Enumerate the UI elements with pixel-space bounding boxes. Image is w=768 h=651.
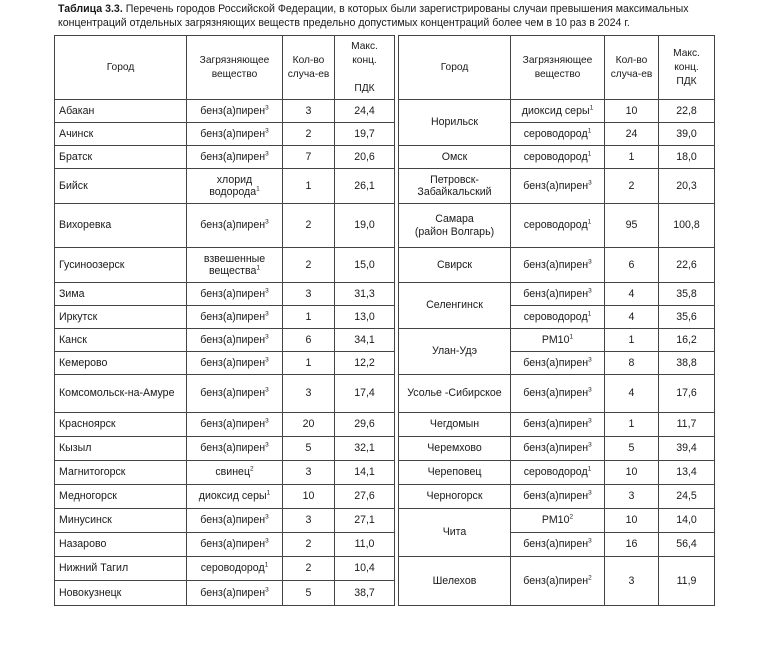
max-cell: 20,6 <box>335 146 395 169</box>
max-cell: 13,0 <box>335 306 395 329</box>
pollutant-cell: бенз(а)пирен$^3$ <box>187 413 283 437</box>
table-row <box>55 461 395 485</box>
count-cell: 1 <box>605 329 659 352</box>
count-cell: 2 <box>605 169 659 204</box>
max-cell: 38,7 <box>335 581 395 606</box>
city-cell: Красноярск <box>55 413 187 437</box>
count-cell: 3 <box>283 283 335 306</box>
table-row <box>399 413 715 437</box>
city-cell: Братск <box>55 146 187 169</box>
count-cell: 6 <box>605 248 659 283</box>
pollutant-cell: бенз(а)пирен$^3$ <box>187 146 283 169</box>
city-cell: Улан-Удэ <box>399 329 511 375</box>
count-cell: 8 <box>605 352 659 375</box>
max-cell: 14,1 <box>335 461 395 485</box>
pollutant-cell: сероводород$^1$ <box>511 204 605 248</box>
header-pollutant: Загрязняющее вещество <box>511 36 605 100</box>
count-cell: 1 <box>283 306 335 329</box>
max-cell: 56,4 <box>659 533 715 557</box>
city-cell: Самара (район Волгарь) <box>399 204 511 248</box>
pollutant-cell: сероводород$^1$ <box>187 557 283 581</box>
max-cell: 39,4 <box>659 437 715 461</box>
max-cell: 19,7 <box>335 123 395 146</box>
city-cell: Свирск <box>399 248 511 283</box>
header-max-line3: ПДК <box>676 75 697 87</box>
max-cell: 17,6 <box>659 375 715 413</box>
max-cell: 38,8 <box>659 352 715 375</box>
table-row <box>55 329 395 352</box>
max-cell: 11,9 <box>659 557 715 606</box>
count-cell: 6 <box>283 329 335 352</box>
count-cell: 3 <box>283 100 335 123</box>
pollutant-cell: сероводород$^1$ <box>511 146 605 169</box>
max-cell: 24,5 <box>659 485 715 509</box>
city-cell: Комсомольск-на-Амуре <box>55 375 187 413</box>
table-row <box>55 123 395 146</box>
header-city: Город <box>55 36 187 100</box>
city-cell: Канск <box>55 329 187 352</box>
city-cell: Кызыл <box>55 437 187 461</box>
count-cell: 3 <box>283 509 335 533</box>
count-cell: 10 <box>283 485 335 509</box>
header-max-line2: ПДК <box>354 82 375 94</box>
right-table <box>398 35 715 606</box>
pollutant-cell: бенз(а)пирен$^3$ <box>187 375 283 413</box>
count-cell: 4 <box>605 283 659 306</box>
city-cell: Чита <box>399 509 511 557</box>
city-cell: Бийск <box>55 169 187 204</box>
count-cell: 2 <box>283 204 335 248</box>
count-cell: 4 <box>605 375 659 413</box>
table-row <box>55 485 395 509</box>
table-row <box>55 352 395 375</box>
count-cell: 16 <box>605 533 659 557</box>
pollutant-cell: бенз(а)пирен$^3$ <box>511 169 605 204</box>
city-cell: Магнитогорск <box>55 461 187 485</box>
max-cell: 27,6 <box>335 485 395 509</box>
left-header-row <box>55 36 395 100</box>
city-cell: Черногорск <box>399 485 511 509</box>
max-cell: 14,0 <box>659 509 715 533</box>
count-cell: 3 <box>283 461 335 485</box>
pollutant-cell: сероводород$^1$ <box>511 306 605 329</box>
table-row <box>399 100 715 123</box>
table-row <box>399 248 715 283</box>
pollutant-cell: диоксид серы$^1$ <box>187 485 283 509</box>
max-cell: 31,3 <box>335 283 395 306</box>
max-cell: 20,3 <box>659 169 715 204</box>
header-count: Кол-во случа-ев <box>605 36 659 100</box>
pollutant-cell: бенз(а)пирен$^3$ <box>511 352 605 375</box>
table-row <box>55 413 395 437</box>
city-cell: Череповец <box>399 461 511 485</box>
pollutant-cell: бенз(а)пирен$^3$ <box>511 413 605 437</box>
pollutant-cell: $РМ10^1$ <box>511 329 605 352</box>
table-row <box>399 437 715 461</box>
max-cell: 24,4 <box>335 100 395 123</box>
max-cell: 11,7 <box>659 413 715 437</box>
count-cell: 3 <box>283 375 335 413</box>
pollutant-cell: бенз(а)пирен$^3$ <box>187 306 283 329</box>
count-cell: 95 <box>605 204 659 248</box>
count-cell: 2 <box>283 533 335 557</box>
pollutant-cell: бенз(а)пирен$^3$ <box>187 204 283 248</box>
pollutant-cell: сероводород$^1$ <box>511 461 605 485</box>
pollutant-cell: бенз(а)пирен$^3$ <box>511 437 605 461</box>
count-cell: 5 <box>283 437 335 461</box>
max-cell: 35,8 <box>659 283 715 306</box>
count-cell: 20 <box>283 413 335 437</box>
pollutant-cell: бенз(а)пирен$^3$ <box>187 509 283 533</box>
count-cell: 3 <box>605 557 659 606</box>
city-cell: Селенгинск <box>399 283 511 329</box>
pollutant-cell: диоксид серы$^1$ <box>511 100 605 123</box>
table-row <box>55 375 395 413</box>
pollutant-cell: хлорид водорода$^1$ <box>187 169 283 204</box>
table-row <box>399 169 715 204</box>
pollutant-cell: бенз(а)пирен$^3$ <box>187 581 283 606</box>
pollutant-cell: бенз(а)пирен$^2$ <box>511 557 605 606</box>
count-cell: 4 <box>605 306 659 329</box>
table-row <box>55 204 395 248</box>
count-cell: 24 <box>605 123 659 146</box>
max-cell: 34,1 <box>335 329 395 352</box>
max-cell: 29,6 <box>335 413 395 437</box>
max-cell: 19,0 <box>335 204 395 248</box>
table-row <box>399 146 715 169</box>
pollutant-cell: бенз(а)пирен$^3$ <box>511 283 605 306</box>
count-cell: 10 <box>605 461 659 485</box>
table-row <box>55 248 395 283</box>
city-cell: Шелехов <box>399 557 511 606</box>
max-cell: 13,4 <box>659 461 715 485</box>
table-row <box>399 204 715 248</box>
city-cell: Нижний Тагил <box>55 557 187 581</box>
city-cell: Медногорск <box>55 485 187 509</box>
table-row <box>55 533 395 557</box>
pollutant-cell: бенз(а)пирен$^3$ <box>187 123 283 146</box>
pollutant-cell: бенз(а)пирен$^3$ <box>187 352 283 375</box>
count-cell: 2 <box>283 123 335 146</box>
table-row <box>55 581 395 606</box>
city-cell: Абакан <box>55 100 187 123</box>
max-cell: 12,2 <box>335 352 395 375</box>
city-cell: Чегдомын <box>399 413 511 437</box>
max-cell: 35,6 <box>659 306 715 329</box>
city-cell: Зима <box>55 283 187 306</box>
count-cell: 1 <box>283 352 335 375</box>
city-cell: Норильск <box>399 100 511 146</box>
header-max <box>335 36 395 100</box>
max-cell: 10,4 <box>335 557 395 581</box>
table-row <box>55 557 395 581</box>
table-row <box>399 485 715 509</box>
pollutant-cell: $РМ10^2$ <box>511 509 605 533</box>
max-cell: 26,1 <box>335 169 395 204</box>
count-cell: 10 <box>605 509 659 533</box>
max-cell: 27,1 <box>335 509 395 533</box>
table-row <box>55 146 395 169</box>
table-row <box>55 509 395 533</box>
max-cell: 11,0 <box>335 533 395 557</box>
city-cell: Иркутск <box>55 306 187 329</box>
count-cell: 5 <box>605 437 659 461</box>
max-cell: 16,2 <box>659 329 715 352</box>
table-row <box>399 283 715 306</box>
table-row <box>399 557 715 606</box>
city-cell: Черемхово <box>399 437 511 461</box>
max-cell: 22,8 <box>659 100 715 123</box>
pollutant-cell: бенз(а)пирен$^3$ <box>187 283 283 306</box>
count-cell: 7 <box>283 146 335 169</box>
city-cell: Омск <box>399 146 511 169</box>
pollutant-cell: свинец$^2$ <box>187 461 283 485</box>
pollutant-cell: бенз(а)пирен$^3$ <box>187 329 283 352</box>
count-cell: 3 <box>605 485 659 509</box>
table-row <box>399 461 715 485</box>
max-cell: 39,0 <box>659 123 715 146</box>
max-cell: 17,4 <box>335 375 395 413</box>
table-caption-label: Таблица 3.3. <box>58 3 123 15</box>
table-row <box>55 283 395 306</box>
max-cell: 15,0 <box>335 248 395 283</box>
city-cell: Усолье -Сибирское <box>399 375 511 413</box>
count-cell: 10 <box>605 100 659 123</box>
pollutant-cell: взвешенные вещества$^1$ <box>187 248 283 283</box>
count-cell: 2 <box>283 248 335 283</box>
count-cell: 2 <box>283 557 335 581</box>
right-header-row <box>399 36 715 100</box>
table-caption-text: Перечень городов Российской Федерации, в которых были зарегистрированы случаи превышения максимальных концентраций отдельных загрязняющих веществ предельно допустимых концентраций более чем в 10 раз в 2024 г. <box>58 3 689 29</box>
table-row <box>55 100 395 123</box>
city-cell: Новокузнецк <box>55 581 187 606</box>
header-city: Город <box>399 36 511 100</box>
pollutant-cell: бенз(а)пирен$^3$ <box>511 485 605 509</box>
table-row <box>399 375 715 413</box>
header-max-line1: Макс. конц. <box>351 40 378 66</box>
max-cell: 22,6 <box>659 248 715 283</box>
table-caption <box>58 3 738 30</box>
pollutant-cell: сероводород$^1$ <box>511 123 605 146</box>
city-cell: Минусинск <box>55 509 187 533</box>
table-row <box>55 437 395 461</box>
table-row <box>55 306 395 329</box>
max-cell: 100,8 <box>659 204 715 248</box>
table-row <box>399 509 715 533</box>
left-table <box>54 35 395 606</box>
pollutant-cell: бенз(а)пирен$^3$ <box>511 248 605 283</box>
pollutant-cell: бенз(а)пирен$^3$ <box>187 100 283 123</box>
city-cell: Ачинск <box>55 123 187 146</box>
count-cell: 1 <box>283 169 335 204</box>
city-cell: Кемерово <box>55 352 187 375</box>
max-cell: 32,1 <box>335 437 395 461</box>
pollutant-cell: бенз(а)пирен$^3$ <box>511 533 605 557</box>
max-cell: 18,0 <box>659 146 715 169</box>
pollutant-cell: бенз(а)пирен$^3$ <box>187 533 283 557</box>
pollutant-cell: бенз(а)пирен$^3$ <box>187 437 283 461</box>
table-row <box>399 329 715 352</box>
header-max-line2: конц. <box>674 61 699 73</box>
header-pollutant: Загрязняющее вещество <box>187 36 283 100</box>
header-count: Кол-во случа-ев <box>283 36 335 100</box>
count-cell: 5 <box>283 581 335 606</box>
city-cell: Назарово <box>55 533 187 557</box>
city-cell: Петровск-Забайкальский <box>399 169 511 204</box>
city-cell: Гусиноозерск <box>55 248 187 283</box>
header-max-line1: Макс. <box>673 47 700 59</box>
pollutant-cell: бенз(а)пирен$^3$ <box>511 375 605 413</box>
count-cell: 1 <box>605 146 659 169</box>
header-max <box>659 36 715 100</box>
city-cell: Вихоревка <box>55 204 187 248</box>
count-cell: 1 <box>605 413 659 437</box>
table-row <box>55 169 395 204</box>
